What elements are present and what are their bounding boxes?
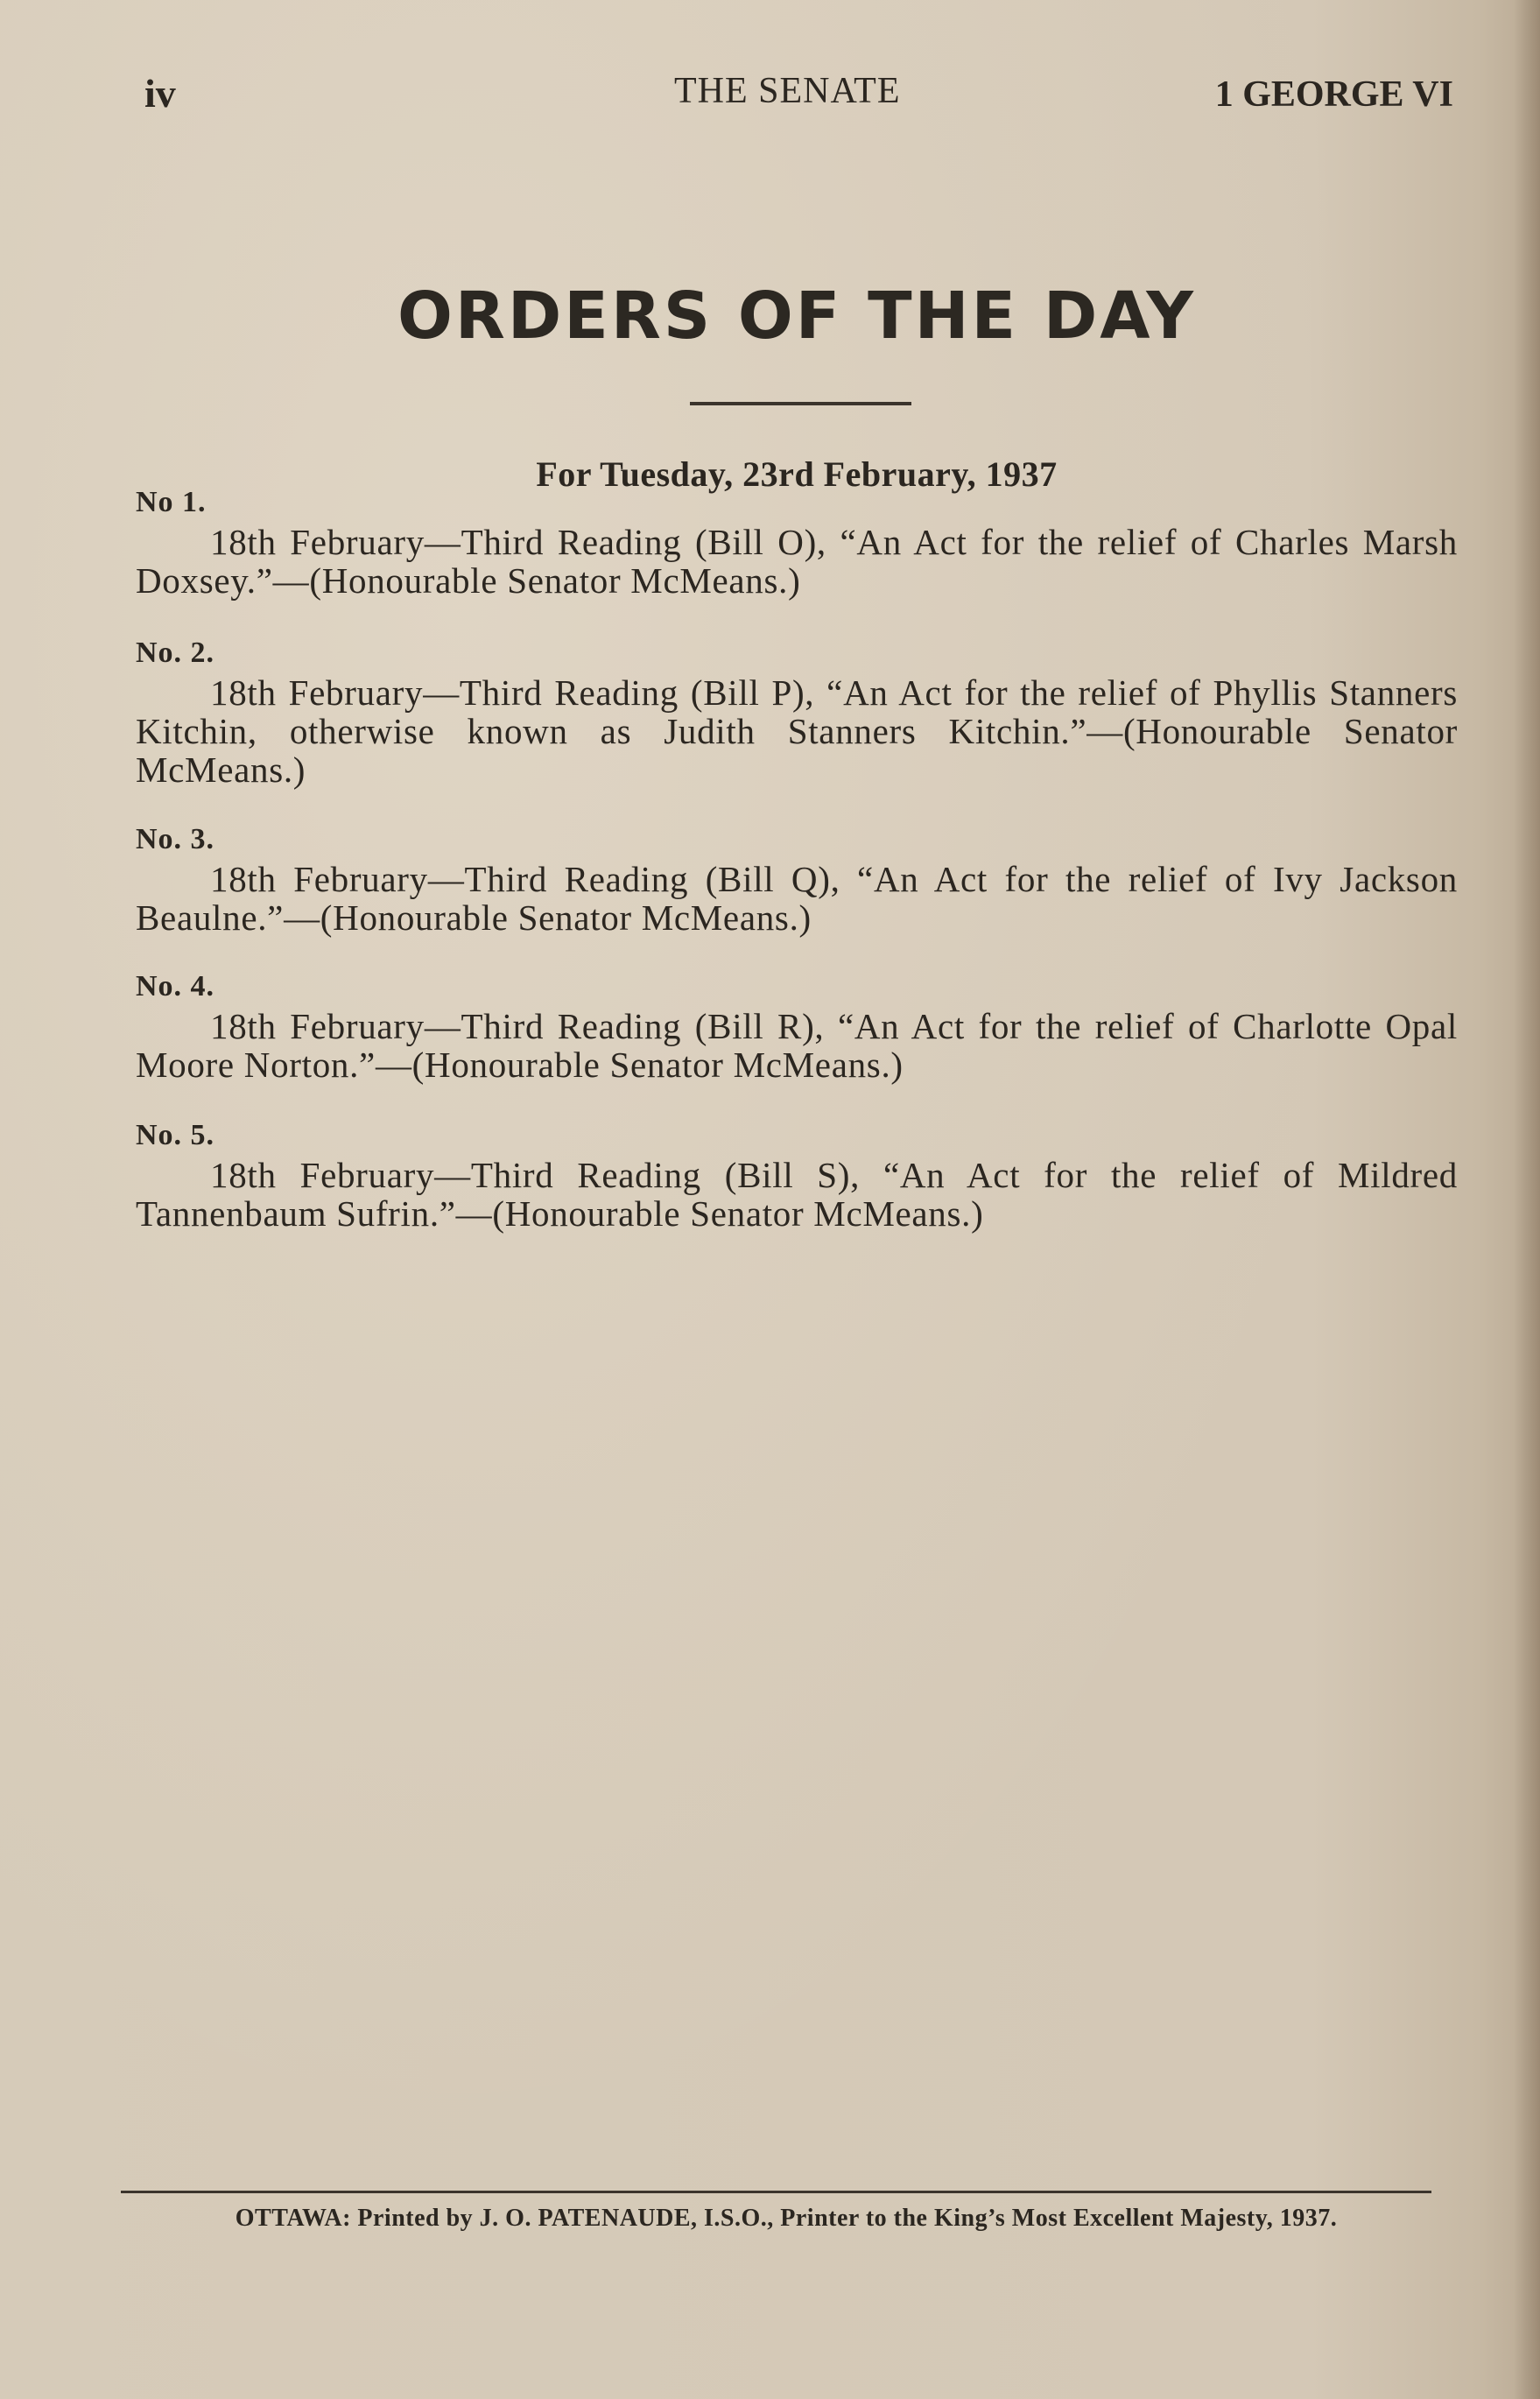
order-text: 18th February—Third Reading (Bill P), “An Act for the relief of Phyllis Stanners Kitchin, otherwise known as Judith Stanners Kitchin.”—(Honourable Senator McMeans.) [136, 672, 1458, 790]
order-item-2 [136, 637, 1458, 789]
page-folio: iv [144, 71, 176, 116]
order-text: 18th February—Third Reading (Bill S), “An Act for the relief of Mildred Tannenbaum Sufrin.”—(Honourable Senator McMeans.) [136, 1155, 1458, 1234]
order-text: 18th February—Third Reading (Bill O), “An Act for the relief of Charles Marsh Doxsey.”—(Honourable Senator McMeans.) [136, 522, 1458, 601]
order-number: No. 2. [136, 637, 215, 669]
order-number: No. 4. [136, 970, 215, 1003]
order-number: No 1. [136, 486, 207, 518]
running-head [144, 63, 1453, 116]
order-item-5 [136, 1119, 1458, 1233]
order-item-1 [136, 486, 1458, 600]
order-text: 18th February—Third Reading (Bill Q), “An Act for the relief of Ivy Jackson Beaulne.”—(Honourable Senator McMeans.) [136, 859, 1458, 938]
date-line: For Tuesday, 23rd February, 1937 [536, 454, 1058, 494]
order-text: 18th February—Third Reading (Bill R), “An Act for the relief of Charlotte Opal Moore Norton.”—(Honourable Senator McMeans.) [136, 1006, 1458, 1085]
running-head-session: 1 GEORGE VI [1214, 74, 1453, 115]
order-number: No. 5. [136, 1119, 215, 1151]
order-item-4 [136, 970, 1458, 1084]
page-edge-shadow [1514, 0, 1540, 2399]
order-number: No. 3. [136, 823, 215, 855]
order-item-3 [136, 823, 1458, 937]
page-title: ORDERS OF THE DAY [397, 278, 1197, 354]
title-rule [690, 402, 911, 405]
running-head-title: THE SENATE [674, 71, 901, 111]
printer-imprint: OTTAWA: Printed by J. O. PATENAUDE, I.S.O., Printer to the King’s Most Excellent Majesty, 1937. [235, 2205, 1338, 2232]
footer-rule [121, 2191, 1431, 2193]
